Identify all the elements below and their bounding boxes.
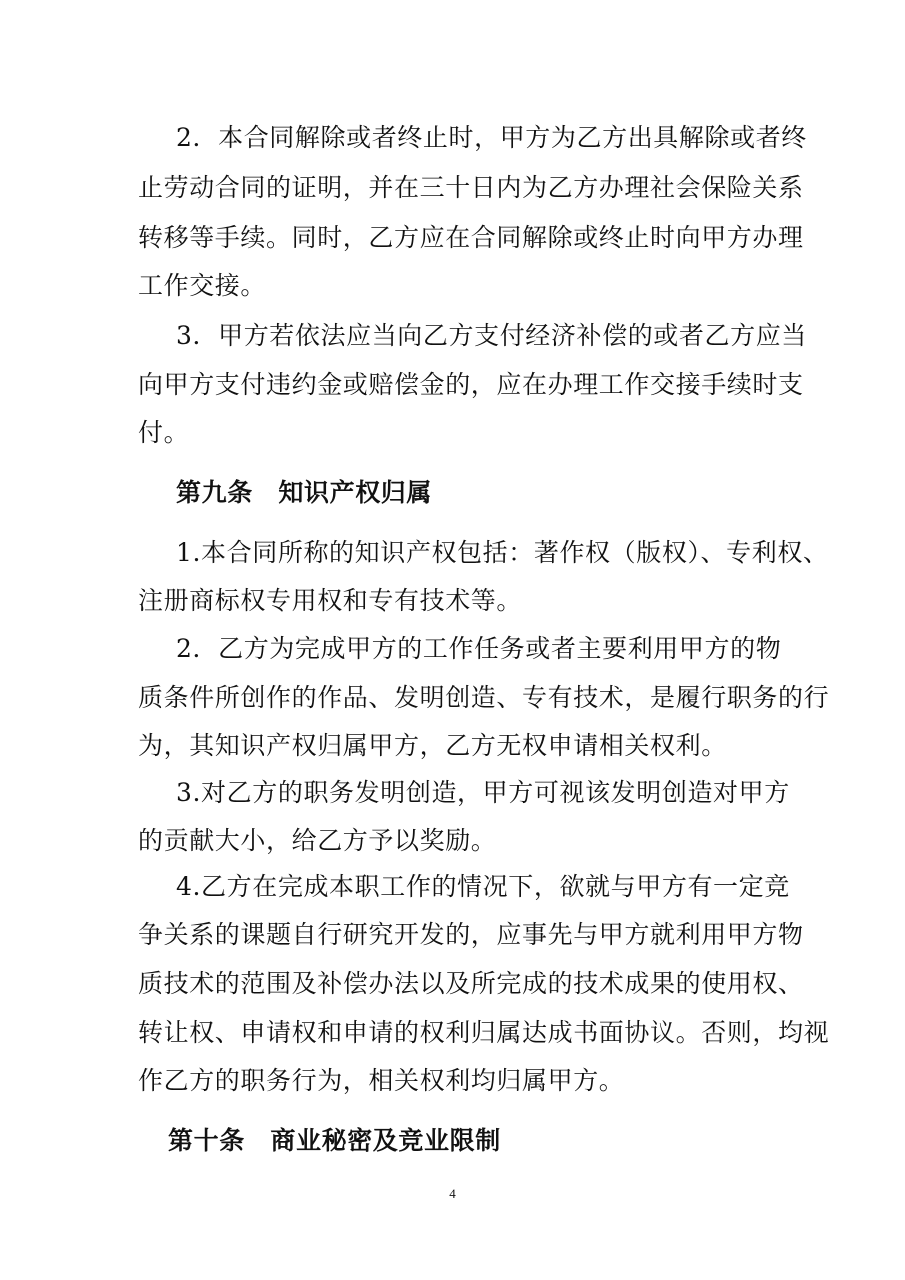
paragraph-line: 转移等手续。同时，乙方应在合同解除或终止时向甲方办理: [138, 223, 804, 252]
paragraph-line: 的贡献大小，给乙方予以奖励。: [138, 826, 497, 855]
paragraph-line: 1.本合同所称的知识产权包括：著作权（版权）、专利权、: [176, 538, 829, 567]
paragraph-line: 向甲方支付违约金或赔偿金的，应在办理工作交接手续时支: [138, 370, 804, 399]
paragraph-line: 付。: [138, 418, 190, 447]
paragraph-line: 3．甲方若依法应当向乙方支付经济补偿的或者乙方应当: [176, 321, 807, 350]
paragraph-line: 2．乙方为完成甲方的工作任务或者主要利用甲方的物: [176, 634, 782, 663]
paragraph-line: 2．本合同解除或者终止时，甲方为乙方出具解除或者终: [176, 123, 807, 152]
section-heading-article-10: 第十条 商业秘密及竞业限制: [168, 1126, 501, 1155]
paragraph-line: 转让权、申请权和申请的权利归属达成书面协议。否则，均视: [138, 1018, 830, 1047]
paragraph-line: 3.对乙方的职务发明创造，甲方可视该发明创造对甲方: [176, 778, 790, 807]
paragraph-line: 争关系的课题自行研究开发的，应事先与甲方就利用甲方物: [138, 920, 804, 949]
paragraph-line: 为，其知识产权归属甲方，乙方无权申请相关权利。: [138, 731, 727, 760]
paragraph-line: 工作交接。: [138, 271, 267, 300]
paragraph-line: 注册商标权专用权和专有技术等。: [138, 586, 523, 615]
paragraph-line: 质条件所创作的作品、发明创造、专有技术，是履行职务的行: [138, 683, 830, 712]
paragraph-line: 作乙方的职务行为，相关权利均归属甲方。: [138, 1066, 625, 1095]
page-number: 4: [449, 1186, 456, 1201]
paragraph-line: 止劳动合同的证明，并在三十日内为乙方办理社会保险关系: [138, 173, 804, 202]
paragraph-line: 质技术的范围及补偿办法以及所完成的技术成果的使用权、: [138, 969, 804, 998]
section-heading-article-9: 第九条 知识产权归属: [176, 478, 433, 507]
paragraph-line: 4.乙方在完成本职工作的情况下，欲就与甲方有一定竞: [176, 872, 790, 901]
